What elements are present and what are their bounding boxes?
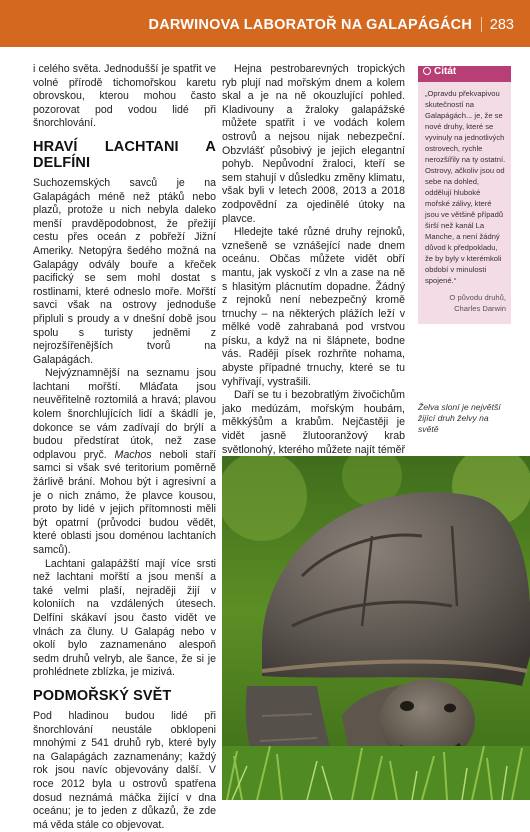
paragraph-text: Nejvýznamnější na seznamu jsou lachtani mořští. Mláďata jsou neuvěřitelně roztomilá a hravá; plavou kolem šnorchlujících lidí a škádlí je, dokonce se vám zadívají do brýlí a budou předstírat útok, než zase odplavou pryč. — [33, 367, 216, 461]
paragraph: Lachtani galapážští mají více srsti než lachtani mořští a jsou menší a také velmi plaší, nejraději žijí v koloniích na vzdálených útesech. Delfíni skákaví jsou často vidět ve vlnách za čluny. U Galapág nebo v okolí bylo zaznamenáno alespoň sedm druhů velryb, ale šance, že si je prohlédnete zblízka, je mizivá. — [33, 557, 216, 679]
paragraph: Suchozemských savců je na Galapágách méně než ptáků nebo plazů, protože u nich nebyla daleko menší pravděpodobnost, že přežijí cestu přes oceán z pobřeží Jižní Ameriky. Netopýra šedého možná na Galapágy odvály bouře a křeček pacifický se sem mohl dostat s rostlinami, které odneslo moře. Mořští savci však na ostrovy jednoduše připluli s proudy a v dnešní době jsou spolu s turisty jedněmi z nejrozšířenějších tvorů na Galapágách. — [33, 176, 216, 366]
header-divider — [481, 17, 482, 32]
photo-caption: Želva sloní je největší žijící druh želvy na světě — [418, 402, 501, 435]
section-heading: PODMOŘSKÝ SVĚT — [33, 687, 172, 704]
page-number: 283 — [489, 17, 514, 33]
paragraph: Pod hladinou budou lidé při šnorchlování neustále obklopeni mnohými z 541 druhů ryb, které byly na Galapágách zaznamenány; každý rok jsou navíc objevovány další. V roce 2012 byla u ostrovů spatřena dosud neznámá máčka žijící v dna oceánu; je to jeden z důkazů, že zde má věda stále co objevovat. — [33, 709, 216, 831]
italic-term: Machos — [114, 448, 152, 461]
tortoise-illustration — [222, 456, 530, 800]
section-heading: HRAVÍ LACHTANI A DELFÍNI — [33, 138, 216, 171]
sidebar-heading-label: Citát — [434, 66, 457, 77]
text-column-middle — [222, 63, 405, 471]
paragraph: Daří se tu i bezobratlým živočichům jako medúzám, mořským houbám, měkkýšům a krabům. Nejčastěji je vidět jasně žlutooranžový krab světlonohý, kterého můžete najít téměř — [222, 389, 405, 456]
paragraph: Hledejte také různé druhy rejnoků, vznešeně se vznášející nade dnem oceánu. Občas můžete vidět obří mantu, jak vyskočí z vln a zase na ně s hlasitým plácnutím dopadne. Žádný z rejnoků není nebezpečný kromě trnuchy – na některých plážích leží v mělké vodě zahrabaná pod vrstvou písku, a když na ni šlápnete, bodne vás. Raději písek rozhrňte nohama, abyste případné trnuchy, které se tu vyhřívají, vystrašili. — [222, 226, 405, 388]
tortoise-photo — [222, 456, 530, 800]
page-header — [0, 0, 530, 47]
quote-source — [418, 286, 511, 314]
sidebar-quote: „Opravdu překvapivou skutečností na Galapágách... je, že se nové druhy, které se vyvinuly na jednotlivých ostrovech, rychle nerozšířily na ty ostatní. Ostrovy, ačkoliv jsou od sebe na dohled, oddělují hluboké mořské zálivy, které jsou ve většině případů širší než kanál La Manche, a není žádný důvod k předpokladu, že by byly v kterémkoli období v minulosti spojené.“ — [425, 89, 506, 285]
text-column-left — [33, 63, 216, 832]
quote-icon — [423, 67, 431, 75]
quote-source-work: O původu druhů, — [449, 293, 506, 302]
paragraph: i celého světa. Jednodušší je spatřit ve volné přírodě tichomořskou karetu obrovskou, kterou mohou často pozorovat pod vodou lidé při šnorchlování. — [33, 63, 216, 130]
chapter-title: DARWINOVA LABORATOŘ NA GALAPÁGÁCH — [148, 17, 472, 33]
paragraph — [33, 367, 216, 557]
paragraph-text: neboli staří samci si však své teritorium poměrně žárlivě brání. Mohou být i agresivní a je o nich známo, že plavce kousou, proto by lidé v jejich přítomnosti měli být opatrní (průvodci budou vědět, které oblasti jsou doménou lachtaních samců). — [33, 448, 216, 556]
quote-sidebar — [418, 66, 511, 324]
sidebar-heading — [418, 66, 511, 82]
paragraph: Hejna pestrobarevných tropických ryb plují nad mořským dnem a kolem skal a je na ně okouzlující pohled. Kladivouny a žraloky galapážské můžete spatřit i ve vodách kolem ostrovů a nejsou nijak nebezpeční. Obzvlášť působivý je jejich elegantní pohyb. Nepůvodní žraloci, kteří se sem stahují v důsledku změny klimatu, však byli v letech 2008, 2013 a 2018 zodpovědní za ojedinělé útoky na plavce. — [222, 63, 405, 225]
quote-source-author: Charles Darwin — [454, 304, 506, 313]
